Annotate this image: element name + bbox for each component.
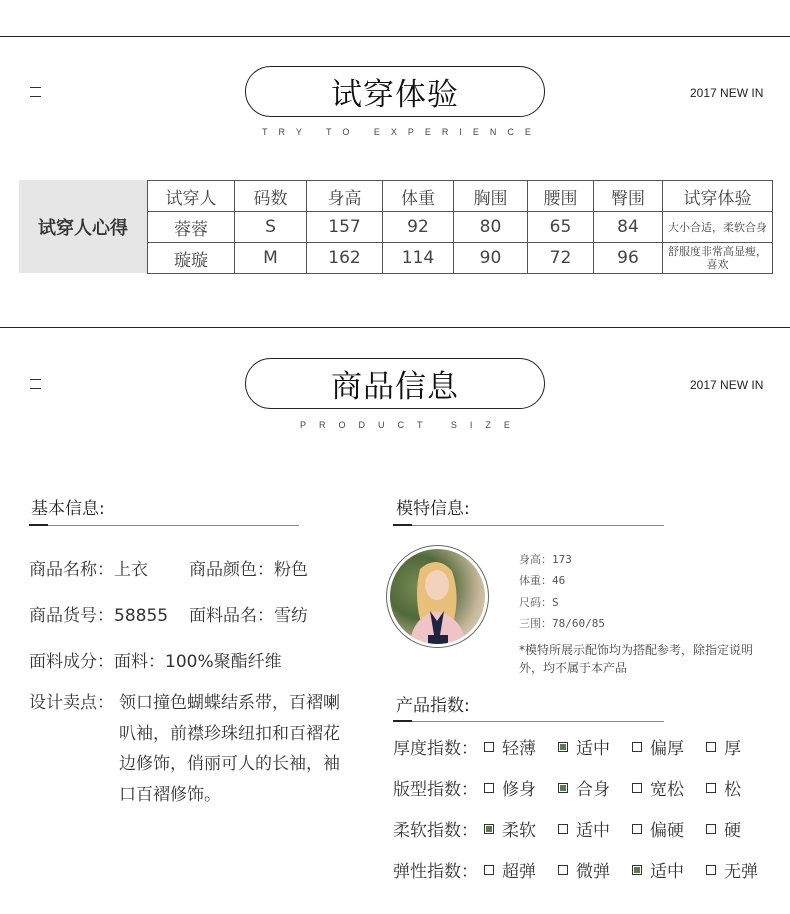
header-cell: 码数 <box>235 181 307 212</box>
header-cell: 体重 <box>383 181 454 212</box>
table-row <box>148 243 773 274</box>
left-dash-mark <box>30 388 41 389</box>
checkbox-checked-icon <box>632 865 642 875</box>
new-in-tag: 2017 NEW IN <box>690 378 764 392</box>
checkbox-icon <box>632 824 642 834</box>
table-cell: 114 <box>383 243 454 274</box>
table-cell-note: 大小合适，柔软合身 <box>663 212 773 243</box>
index-option[interactable]: 修身 <box>484 775 536 800</box>
model-info-title: 模特信息: <box>396 499 470 519</box>
index-option[interactable]: 适中 <box>558 734 610 759</box>
index-rule-accent <box>393 720 412 722</box>
index-option[interactable]: 宽松 <box>632 775 684 800</box>
header-cell: 试穿体验 <box>663 181 773 212</box>
left-dash-mark <box>30 87 41 88</box>
header-cell: 试穿人 <box>148 181 235 212</box>
trial-table <box>147 180 773 274</box>
index-option[interactable]: 适中 <box>558 816 610 841</box>
product-color: 商品颜色：粉色 <box>189 560 308 580</box>
index-option[interactable]: 硬 <box>706 816 741 841</box>
left-dash-mark <box>30 96 41 97</box>
table-row <box>148 212 773 243</box>
model-illustration <box>390 549 485 644</box>
selling-point-label: 设计卖点： <box>29 693 114 713</box>
section-subtitle-trial: TRY TO EXPERIENCE <box>262 127 542 137</box>
section-title-product: 商品信息 <box>245 358 545 409</box>
new-in-tag: 2017 NEW IN <box>690 86 764 100</box>
product-sku: 商品货号：58855 <box>29 606 169 626</box>
index-label: 柔软指数： <box>393 821 478 841</box>
section-subtitle-product: PRODUCT SIZE <box>300 420 523 430</box>
header-cell: 腰围 <box>528 181 594 212</box>
fabric-name: 面料品名：雪纺 <box>189 606 308 626</box>
checkbox-checked-icon <box>558 742 568 752</box>
table-cell: 92 <box>383 212 454 243</box>
table-cell: S <box>235 212 307 243</box>
index-option[interactable]: 偏硬 <box>632 816 684 841</box>
table-cell: 84 <box>594 212 663 243</box>
checkbox-icon <box>484 783 494 793</box>
checkbox-icon <box>484 865 494 875</box>
table-cell: M <box>235 243 307 274</box>
index-label: 弹性指数： <box>393 862 478 882</box>
header-cell: 身高 <box>307 181 383 212</box>
model-note: *模特所展示配饰均为搭配参考，除指定说明外，均不属于本产品 <box>519 643 754 675</box>
top-divider <box>0 36 790 37</box>
index-option[interactable]: 适中 <box>632 857 684 882</box>
index-title: 产品指数: <box>396 696 470 716</box>
section-title-trial: 试穿体验 <box>245 66 545 117</box>
model-info-rule <box>393 525 664 526</box>
model-info-rule-accent <box>393 524 412 526</box>
table-cell: 157 <box>307 212 383 243</box>
checkbox-icon <box>558 865 568 875</box>
trial-side-label: 试穿人心得 <box>19 180 147 273</box>
table-header-row <box>148 181 773 212</box>
model-height: 身高：173 <box>519 553 572 566</box>
checkbox-icon <box>632 783 642 793</box>
index-label: 厚度指数： <box>393 739 478 759</box>
table-cell-note: 舒服度非常高显瘦，喜欢 <box>663 243 773 274</box>
checkbox-icon <box>632 742 642 752</box>
table-cell: 72 <box>528 243 594 274</box>
table-cell: 96 <box>594 243 663 274</box>
model-measurements: 三围：78/60/85 <box>519 617 605 630</box>
checkbox-icon <box>484 742 494 752</box>
checkbox-icon <box>558 824 568 834</box>
header-cell: 胸围 <box>454 181 528 212</box>
selling-point-text: 领口撞色蝴蝶结系带，百褶喇叭袖，前襟珍珠纽扣和百褶花边修饰，俏丽可人的长袖，袖口百褶修饰。 <box>119 693 340 805</box>
index-option[interactable]: 超弹 <box>484 857 536 882</box>
checkbox-icon <box>706 742 716 752</box>
table-cell: 90 <box>454 243 528 274</box>
index-option[interactable]: 厚 <box>706 734 741 759</box>
index-option[interactable]: 轻薄 <box>484 734 536 759</box>
basic-info-rule <box>29 525 299 526</box>
index-option[interactable]: 无弹 <box>706 857 758 882</box>
basic-info-title: 基本信息: <box>31 499 105 519</box>
product-name: 商品名称：上衣 <box>29 560 148 580</box>
index-option[interactable]: 合身 <box>558 775 610 800</box>
table-cell: 80 <box>454 212 528 243</box>
checkbox-icon <box>706 865 716 875</box>
model-photo <box>390 549 485 644</box>
fabric-composition: 面料成分：面料：100%聚酯纤维 <box>29 652 282 672</box>
model-size: 尺码：S <box>519 596 559 609</box>
checkbox-icon <box>706 824 716 834</box>
index-option[interactable]: 微弹 <box>558 857 610 882</box>
index-label: 版型指数： <box>393 780 478 800</box>
basic-info-rule-accent <box>29 524 48 526</box>
table-cell: 65 <box>528 212 594 243</box>
index-option[interactable]: 偏厚 <box>632 734 684 759</box>
table-cell: 蓉蓉 <box>148 212 235 243</box>
index-rule <box>393 721 664 722</box>
checkbox-checked-icon <box>558 783 568 793</box>
model-weight: 体重：46 <box>519 574 566 587</box>
left-dash-mark <box>30 379 41 380</box>
checkbox-icon <box>706 783 716 793</box>
checkbox-checked-icon <box>484 824 494 834</box>
middle-divider <box>0 327 790 328</box>
table-cell: 璇璇 <box>148 243 235 274</box>
index-option[interactable]: 松 <box>706 775 741 800</box>
header-cell: 臀围 <box>594 181 663 212</box>
table-cell: 162 <box>307 243 383 274</box>
index-option[interactable]: 柔软 <box>484 816 536 841</box>
